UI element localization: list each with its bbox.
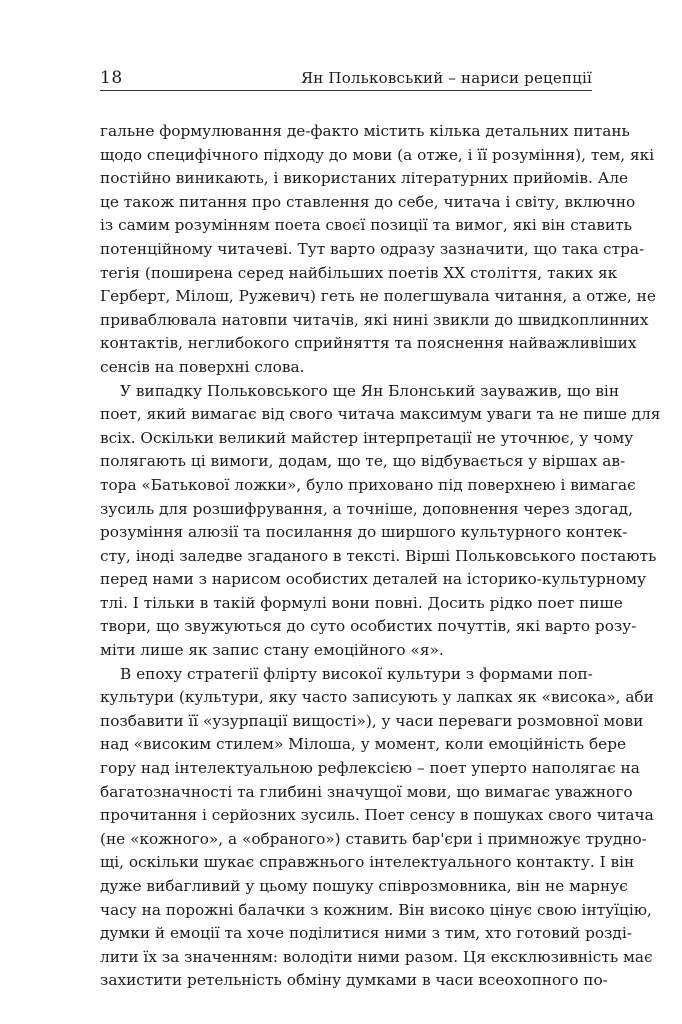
text-line: тегія (поширена серед найбільших поетів XX століття, таких як [100,263,618,282]
text-line: поет, який вимагає від свого читача максимум уваги та не пише для [100,405,661,424]
running-head: Ян Польковський – нариси рецепції [300,69,592,87]
text-line: тора «Батькової ложки», було приховано під поверхнею і вимагає [100,475,636,494]
text-line: сенсів на поверхні слова. [100,357,305,376]
text-line: всіх. Оскільки великий майстер інтерпретації не уточнює, у чому [100,428,634,447]
text-line: культури (культури, яку часто записують у лапках як «висока», аби [100,688,654,707]
text-line: контактів, неглибокого сприйняття та пояснення найважливіших [100,334,637,353]
text-line: розуміння алюзії та посилання до ширшого культурного контек- [100,523,628,542]
text-line: часу на порожні балачки з кожним. Він високо цінує свою інтуїцію, [100,900,652,919]
text-line: У випадку Польковського ще Ян Блонський зауважив, що він [120,381,620,400]
text-line: прочитання і серйозних зусиль. Поет сенсу в пошуках свого читача [100,806,654,825]
text-line: постійно виникають, і використаних літературних прийомів. Але [100,169,629,188]
text-line: думки й емоції та хоче поділитися ними з тим, хто готовий розді- [100,924,632,943]
paragraph [100,380,661,663]
text-line: (не «кожного», а «обраного») ставить бар'єри і примножує трудно- [100,829,647,848]
text-line: щі, оскільки шукає справжнього інтелектуального контакту. І він [100,853,635,872]
text-line: над «високим стилем» Мілоша, у момент, коли емоційність бере [100,735,627,754]
text-line: сту, іноді заледве згаданого в тексті. Вірші Польковського постають [100,546,657,565]
text-line: потенційному читачеві. Тут варто одразу зазначити, що така стра- [100,239,645,258]
text-line: це також питання про ставлення до себе, читача і світу, включно [100,192,636,211]
text-line: тлі. І тільки в такій формулі вони повні. Досить рідко поет пише [100,593,623,612]
text-line: багатозначності та глибині значущої мови, що вимагає уважного [100,782,633,801]
text-line: приваблювала натовпи читачів, які нині звикли до швидкоплинних [100,310,649,329]
paragraph [100,663,654,993]
text-line: гальне формулювання де-факто містить кілька детальних питань [100,122,630,140]
text-line: В епоху стратегії флірту високої культури з формами поп- [120,664,593,683]
text-line: із самим розумінням поета своєї позиції та вимог, які він ставить [100,216,632,235]
text-line: щодо специфічного підходу до мови (а отже, і її розуміння), тем, які [100,145,655,164]
text-line: полягають ці вимоги, додам, що те, що відбувається у віршах ав- [100,452,626,471]
text-line: твори, що звужуються до суто особистих почуттів, які варто розу- [100,617,637,636]
page-header [100,68,592,91]
text-line: захистити ретельність обміну думками в часи всеохопного по- [100,971,608,990]
text-line: зусиль для розшифрування, а точніше, доповнення через здогад, [100,499,633,518]
text-line: перед нами з нарисом особистих деталей на історико-культурному [100,570,647,589]
text-line: Герберт, Мілош, Ружевич) геть не полегшувала читання, а отже, не [100,287,656,306]
paragraph [100,120,656,380]
text-line: дуже вибагливий у цьому пошуку співрозмовника, він не марнує [100,877,628,895]
body-text [100,120,661,993]
text-line: міти лише як запис стану емоційного «я». [100,641,444,660]
text-line: лити їх за значенням: володіти ними разом. Ця ексклюзивність має [100,947,653,966]
text-line: гору над інтелектуальною рефлексією – поет уперто наполягає на [100,759,640,778]
page-number: 18 [100,68,123,88]
text-line: позбавити її «узурпації вищості»), у часи переваги розмовної мови [100,711,644,730]
